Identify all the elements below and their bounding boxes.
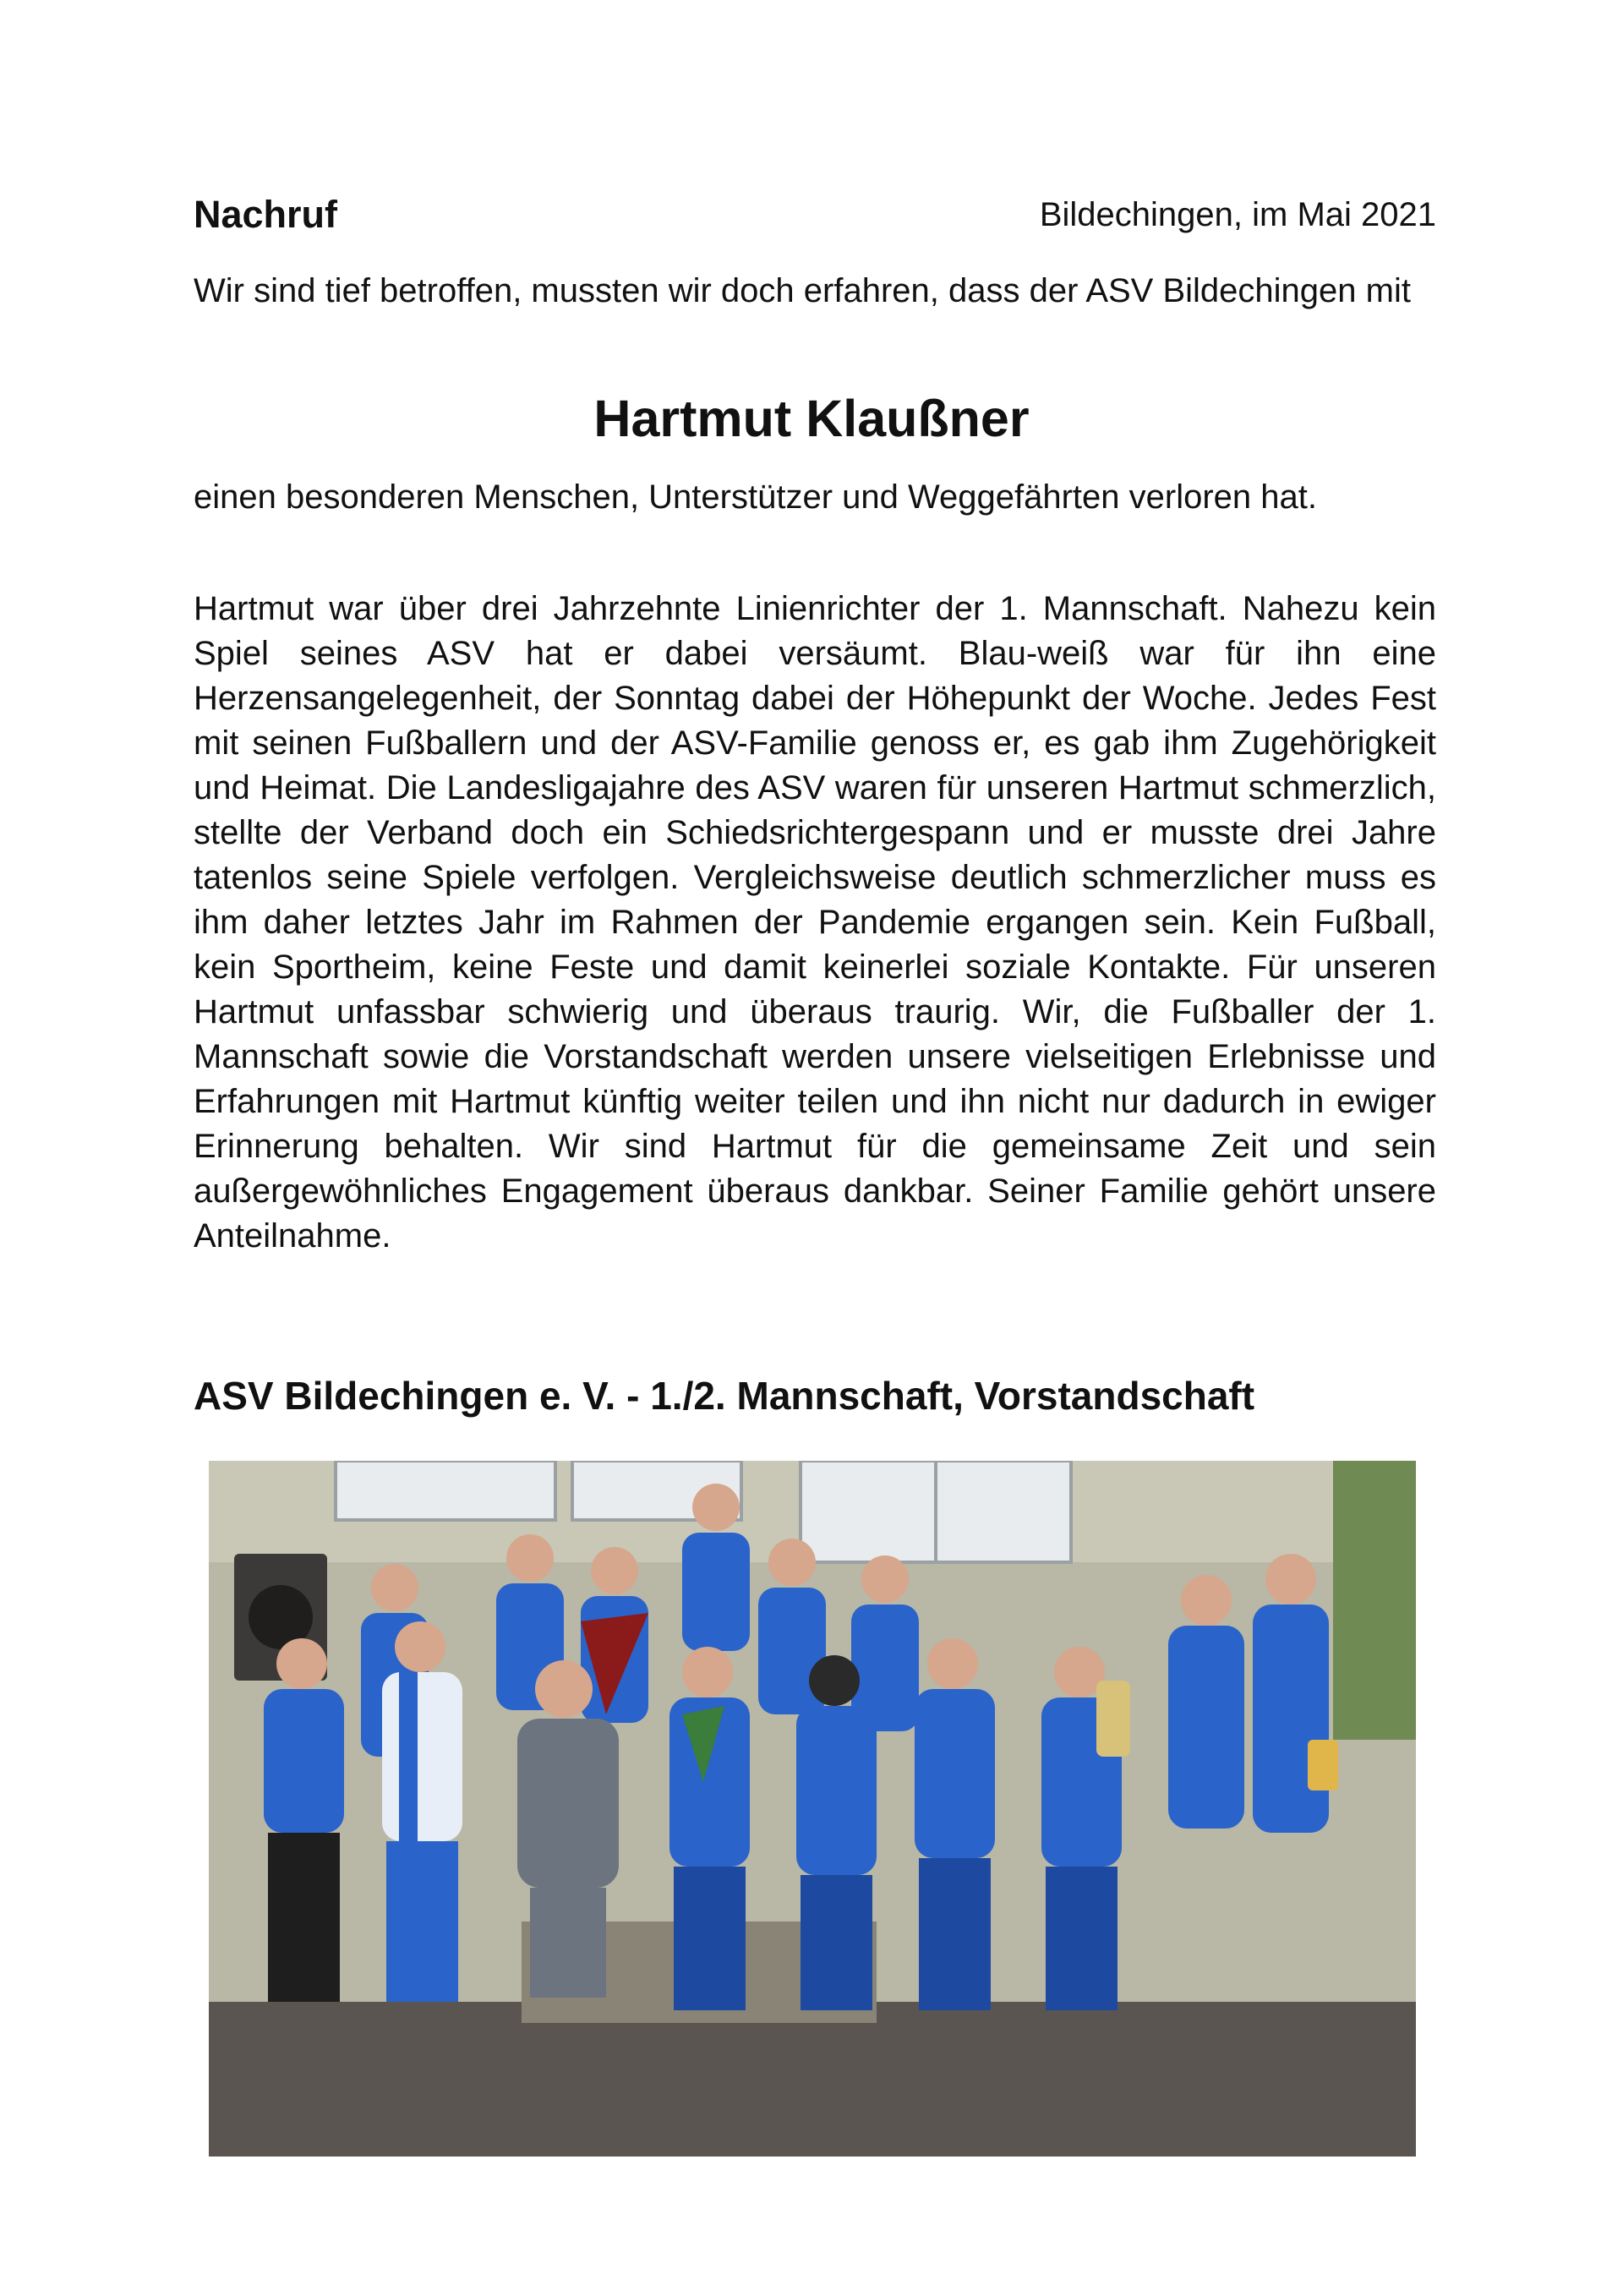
player-figure [669, 1647, 750, 2010]
body-paragraph: Hartmut war über drei Jahrzehnte Linienrichter der 1. Mannschaft. Nahezu kein Spiel seines ASV hat er dabei versäumt. Blau-weiß war für ihn eine Herzensangelegenheit, der Sonntag dabei der Höhepunkt der Woche. Jedes Fest mit seinen Fußballern und der ASV-Familie genoss er, es gab ihm Zugehörigkeit und Heimat. Die Landesligajahre des ASV waren für unseren Hartmut schmerzlich, stellte der Verband doch ein Schiedsrichtergespann und er musste drei Jahre tatenlos seine Spiele verfolgen. Vergleichsweise deutlich schmerzlicher muss es ihm daher letztes Jahr im Rahmen der Pandemie ergangen sein. Kein Fußball, kein Sportheim, keine Feste und damit keinerlei soziale Kontakte. Für unseren Hartmut unfassbar schwierig und überaus traurig. Wir, die Fußballer der 1. Mannschaft sowie die Vorstandschaft werden unsere vielseitigen Erlebnisse und Erfahrungen mit Hartmut künftig weiter teilen und ihn nicht nur dadurch in ewiger Erinnerung behalten. Wir sind Hartmut für die gemeinsame Zeit und sein außergewöhnliches Engagement überaus dankbar. Seiner Familie gehört unsere Anteilnahme. [194, 590, 1436, 1255]
after-name-paragraph: einen besonderen Menschen, Unterstützer und Weggefährten verloren hat. [194, 478, 1317, 516]
place-date: Bildechingen, im Mai 2021 [1039, 196, 1436, 233]
deceased-name: Hartmut Klaußner [593, 390, 1030, 447]
player-figure [382, 1621, 462, 2002]
photo-ground [209, 2002, 1416, 2157]
photo-beer-glass [1308, 1740, 1338, 1790]
photo-trophy [1096, 1681, 1130, 1757]
player-figure [264, 1638, 344, 2002]
team-photo [209, 1461, 1416, 2157]
player-figure [796, 1655, 877, 2010]
team-photo-graphic [209, 1461, 1416, 2157]
player-figure [915, 1638, 995, 2010]
intro-paragraph: Wir sind tief betroffen, mussten wir doch erfahren, dass der ASV Bildechingen mit [194, 272, 1411, 309]
signature-line: ASV Bildechingen e. V. - 1./2. Mannschaft, Vorstandschaft [194, 1374, 1255, 1418]
page-title: Nachruf [194, 193, 338, 236]
photo-window [336, 1461, 555, 1520]
photo-tree [1333, 1461, 1416, 1740]
header-row [194, 193, 1436, 252]
